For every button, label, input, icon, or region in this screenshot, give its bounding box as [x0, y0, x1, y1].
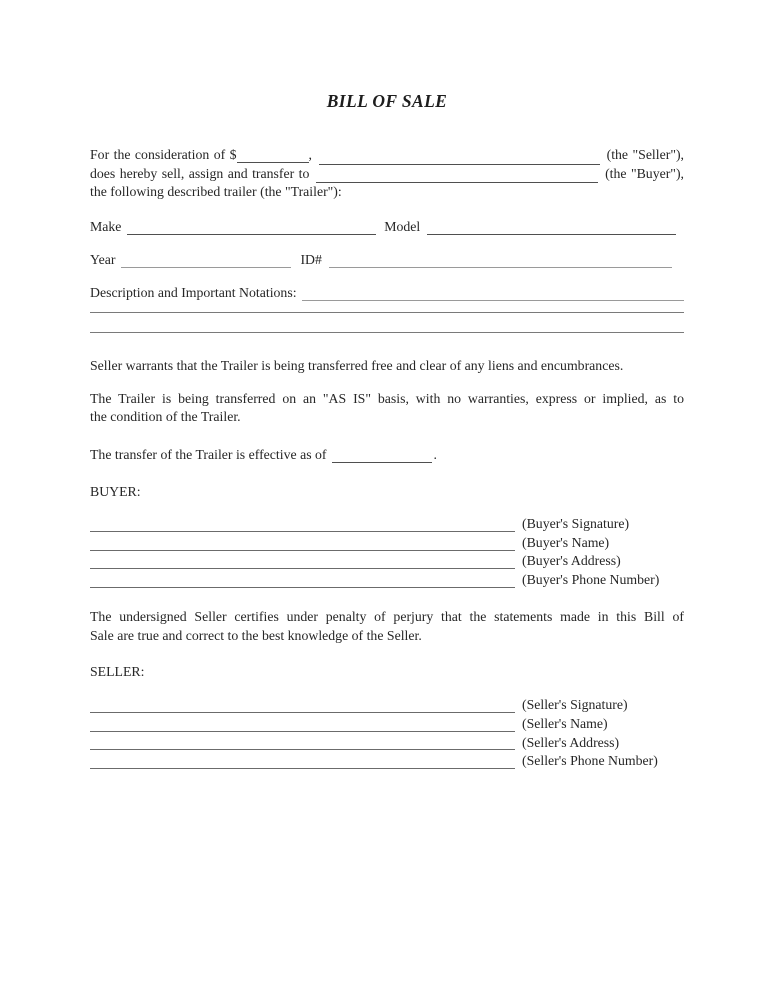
buyer-name-line[interactable]: [90, 535, 515, 551]
description-extra-line-1[interactable]: [90, 303, 684, 313]
buyer-address-label: (Buyer's Address): [522, 553, 621, 569]
perjury-clause: [90, 608, 684, 645]
seller-address-row: [90, 734, 684, 753]
buyer-signature-row: [90, 515, 684, 534]
buyer-heading: BUYER:: [90, 484, 141, 500]
buyer-signature-block: [90, 515, 684, 590]
amount-blank[interactable]: [237, 147, 309, 163]
seller-heading: SELLER:: [90, 664, 145, 680]
seller-name-label: (Seller's Name): [522, 715, 608, 731]
make-model-row: [90, 218, 684, 237]
buyer-designation-text: (the "Buyer"),: [605, 165, 684, 181]
description-row: [90, 284, 684, 303]
consideration-text: For the consideration of $: [90, 146, 237, 162]
effective-date-text: The transfer of the Trailer is effective as of: [90, 447, 327, 463]
perjury-line-2: Sale are true and correct to the best knowledge of the Seller.: [90, 627, 422, 643]
document-title: BILL OF SALE: [326, 91, 448, 111]
intro-line-2: [90, 165, 684, 184]
as-is-line-1: The Trailer is being transferred on an "AS IS" basis, with no warranties, express or implied, as to: [90, 390, 684, 406]
perjury-line-1: The undersigned Seller certifies under penalty of perjury that the statements made in this Bill of: [90, 608, 684, 624]
buyer-address-line[interactable]: [90, 553, 515, 569]
buyer-name-label: (Buyer's Name): [522, 534, 610, 550]
buyer-name-blank[interactable]: [316, 167, 598, 183]
buyer-name-row: [90, 534, 684, 553]
seller-address-label: (Seller's Address): [522, 734, 620, 750]
seller-signature-line[interactable]: [90, 697, 515, 713]
warranty-clause: Seller warrants that the Trailer is being transferred free and clear of any liens and encumbrances.: [90, 358, 624, 374]
intro-line-1: [90, 146, 684, 165]
model-input-line[interactable]: [427, 219, 676, 235]
seller-name-row: [90, 715, 684, 734]
seller-phone-label: (Seller's Phone Number): [522, 753, 658, 769]
seller-signature-block: [90, 696, 684, 771]
seller-name-line[interactable]: [90, 716, 515, 732]
year-id-row: [90, 251, 684, 270]
id-label: ID#: [300, 252, 322, 268]
seller-signature-row: [90, 696, 684, 715]
seller-address-line[interactable]: [90, 734, 515, 750]
buyer-phone-label: (Buyer's Phone Number): [522, 572, 660, 588]
seller-name-blank[interactable]: [319, 149, 600, 165]
intro-line-3: the following described trailer (the "Trailer"):: [90, 184, 342, 200]
effective-date-period: .: [433, 447, 437, 463]
buyer-address-row: [90, 553, 684, 572]
effective-date-blank[interactable]: [332, 447, 432, 463]
seller-designation-text: (the "Seller"),: [606, 146, 684, 162]
description-input-line[interactable]: [302, 285, 684, 301]
buyer-signature-line[interactable]: [90, 516, 515, 532]
effective-date-row: [90, 446, 684, 465]
as-is-clause: [90, 390, 684, 427]
description-extra-line-2[interactable]: [90, 313, 684, 333]
seller-signature-label: (Seller's Signature): [522, 697, 628, 713]
make-input-line[interactable]: [127, 219, 376, 235]
seller-phone-line[interactable]: [90, 753, 515, 769]
id-input-line[interactable]: [329, 252, 672, 268]
description-label: Description and Important Notations:: [90, 285, 297, 301]
buyer-signature-label: (Buyer's Signature): [522, 516, 630, 532]
buyer-phone-line[interactable]: [90, 572, 515, 588]
make-label: Make: [90, 219, 122, 235]
year-label: Year: [90, 252, 116, 268]
as-is-line-2: the condition of the Trailer.: [90, 409, 241, 425]
seller-phone-row: [90, 752, 684, 771]
year-input-line[interactable]: [121, 252, 291, 268]
buyer-phone-row: [90, 571, 684, 590]
intro-paragraph: [90, 146, 684, 202]
comma-text: ,: [308, 146, 312, 162]
transfer-to-text: does hereby sell, assign and transfer to: [90, 165, 310, 181]
model-label: Model: [384, 219, 421, 235]
